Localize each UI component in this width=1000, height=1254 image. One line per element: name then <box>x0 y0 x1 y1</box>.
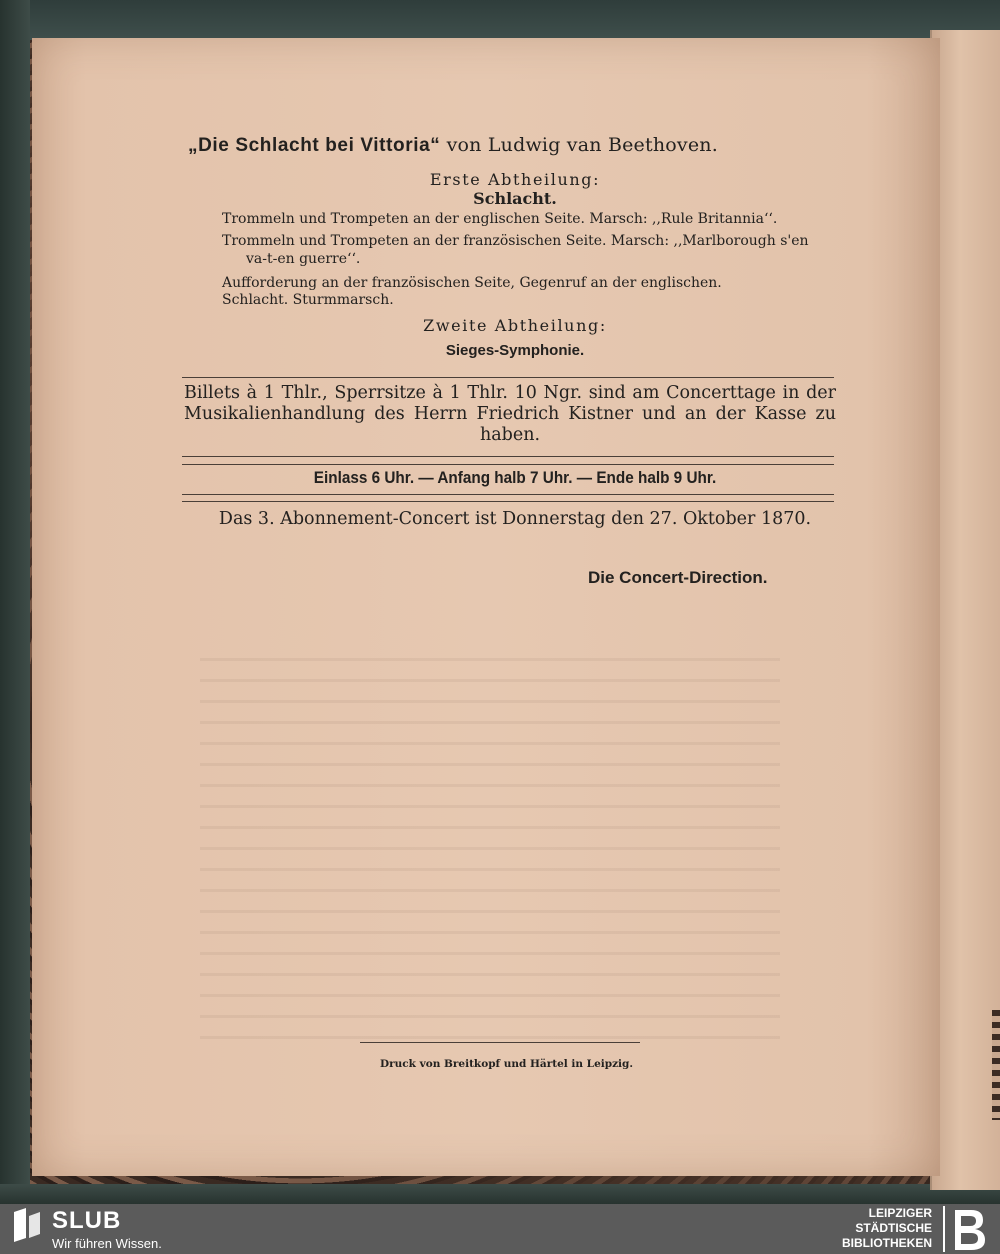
divider <box>360 1042 640 1043</box>
printer-imprint: Druck von Breitkopf und Härtel in Leipzig. <box>380 1058 634 1070</box>
section1-line: va-t-en guerre‘‘. <box>246 251 361 267</box>
section2-subtitle: Sieges-Symphonie. <box>445 342 585 359</box>
slub-logo-icon[interactable] <box>12 1208 42 1242</box>
book-cover-bottom <box>0 1184 1000 1204</box>
ticket-info: Billets à 1 Thlr., Sperrsitze à 1 Thlr. 10 Ngr. sind am Concerttage in der Musikalienhandlung des Herrn Friedrich Kistner und an der Kasse zu haben. <box>184 383 836 445</box>
divider <box>182 494 834 495</box>
section1-subtitle: Schlacht. <box>473 189 557 208</box>
slub-tagline: Wir führen Wissen. <box>52 1236 162 1251</box>
section1-line: Schlacht. Sturmmarsch. <box>222 292 394 308</box>
library-name-line: LEIPZIGER <box>868 1206 932 1220</box>
book-cover-left <box>0 0 30 1204</box>
section1-line: Trommeln und Trompeten an der französischen Seite. Marsch: ,,Marlborough s'en <box>222 233 809 249</box>
next-page-ornament <box>992 1010 1000 1120</box>
bleed-through-texture <box>200 640 780 1040</box>
library-name-line: BIBLIOTHEKEN <box>842 1236 932 1250</box>
times-line: Einlass 6 Uhr. — Anfang halb 7 Uhr. — Ende halb 9 Uhr. <box>313 468 717 487</box>
library-name-line: STÄDTISCHE <box>855 1221 932 1235</box>
section2-heading: Zweite Abtheilung: <box>423 316 607 335</box>
next-page-edge <box>930 30 1000 1190</box>
section1-line: Aufforderung an der französischen Seite, Gegenruf an der englischen. <box>222 275 722 291</box>
leipzig-library-logo-icon[interactable] <box>943 1206 989 1252</box>
signature: Die Concert-Direction. <box>588 568 768 587</box>
page-title <box>188 134 788 157</box>
divider <box>182 501 834 502</box>
title-composer: von Ludwig van Beethoven. <box>440 134 718 156</box>
slub-name[interactable]: SLUB <box>52 1207 122 1234</box>
section1-heading: Erste Abtheilung: <box>429 170 601 189</box>
divider <box>182 464 834 465</box>
section1-line: Trommeln und Trompeten an der englischen Seite. Marsch: ,,Rule Britannia‘‘. <box>222 211 778 227</box>
next-concert: Das 3. Abonnement-Concert ist Donnerstag den 27. Oktober 1870. <box>218 509 812 529</box>
divider <box>182 377 834 378</box>
title-work: „Die Schlacht bei Vittoria“ <box>188 135 441 156</box>
library-name[interactable] <box>842 1206 932 1251</box>
divider <box>182 456 834 457</box>
book-cover-top <box>0 0 1000 40</box>
